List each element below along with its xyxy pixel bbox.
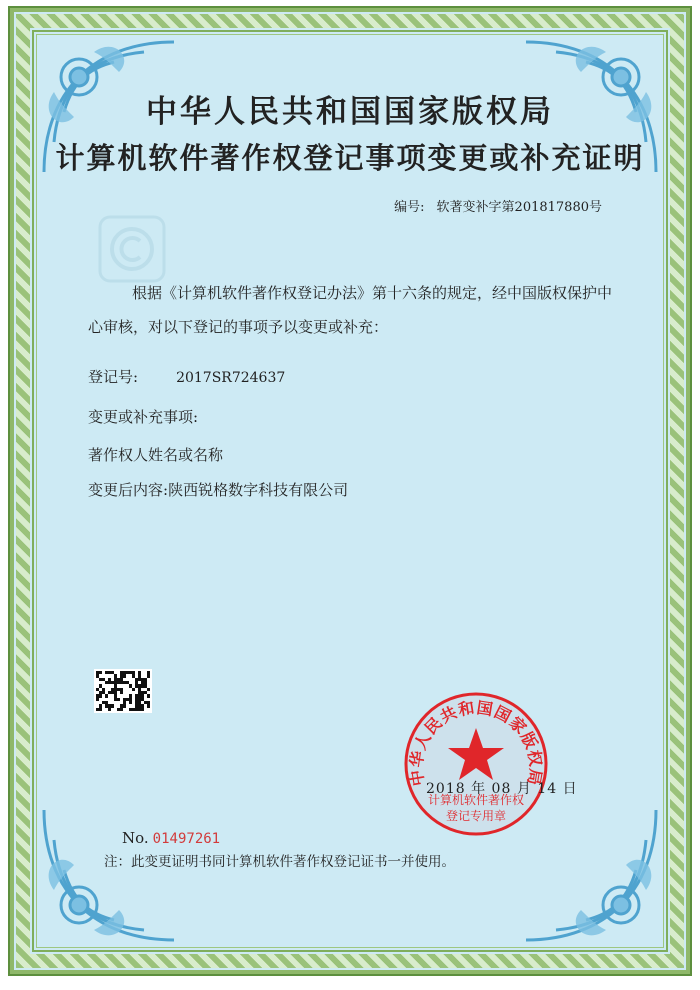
date-month-unit: 月 xyxy=(516,781,532,797)
copyright-watermark-icon xyxy=(96,213,168,285)
usage-note: 注：此变更证明书同计算机软件著作权登记证书一并使用。 xyxy=(104,854,455,870)
qr-barcode-icon xyxy=(94,669,152,713)
certificate-number-value: 01497261 xyxy=(152,831,221,847)
body-paragraph: 根据《计算机软件著作权登记办法》第十六条的规定，经中国版权保护中心审核，对以下登记的事项予以变更或补充： xyxy=(88,284,613,336)
registration-field xyxy=(88,366,285,387)
seal-line-2: 登记专用章 xyxy=(445,809,507,823)
registration-label: 登记号: xyxy=(88,368,139,386)
registration-number xyxy=(394,196,602,215)
after-change-label: 变更后内容: xyxy=(88,481,169,499)
certificate-number-label: No. xyxy=(122,829,149,847)
registration-value: 2017SR724637 xyxy=(176,370,286,386)
date-day: 14 xyxy=(537,781,558,797)
registration-number-label: 编号: xyxy=(394,200,425,215)
seal-line-1: 计算机软件著作权 xyxy=(427,793,525,807)
registration-number-value: 软著变补字第201817880号 xyxy=(436,200,602,215)
after-change-field xyxy=(88,479,348,500)
change-item-value: 著作权人姓名或名称 xyxy=(88,446,224,464)
change-item-value-field xyxy=(88,444,223,465)
date-day-unit: 日 xyxy=(562,781,578,797)
certificate xyxy=(10,8,690,974)
change-item-label: 变更或补充事项: xyxy=(88,408,199,426)
change-item-field xyxy=(88,406,198,427)
corner-ornament-icon xyxy=(34,800,184,950)
date-year-unit: 年 xyxy=(471,781,487,797)
document-title: 计算机软件著作权登记事项变更或补充证明 xyxy=(55,141,645,175)
official-seal xyxy=(402,690,550,838)
issue-date xyxy=(426,778,578,798)
seal-ring-text: 中华人民共和国国家版权局 xyxy=(406,697,546,788)
after-change-value: 陕西锐格数字科技有限公司 xyxy=(168,481,349,499)
authority-title: 中华人民共和国国家版权局 xyxy=(146,94,554,130)
date-month: 08 xyxy=(491,781,512,797)
date-year: 2018 xyxy=(426,781,466,797)
certificate-number xyxy=(122,829,220,847)
